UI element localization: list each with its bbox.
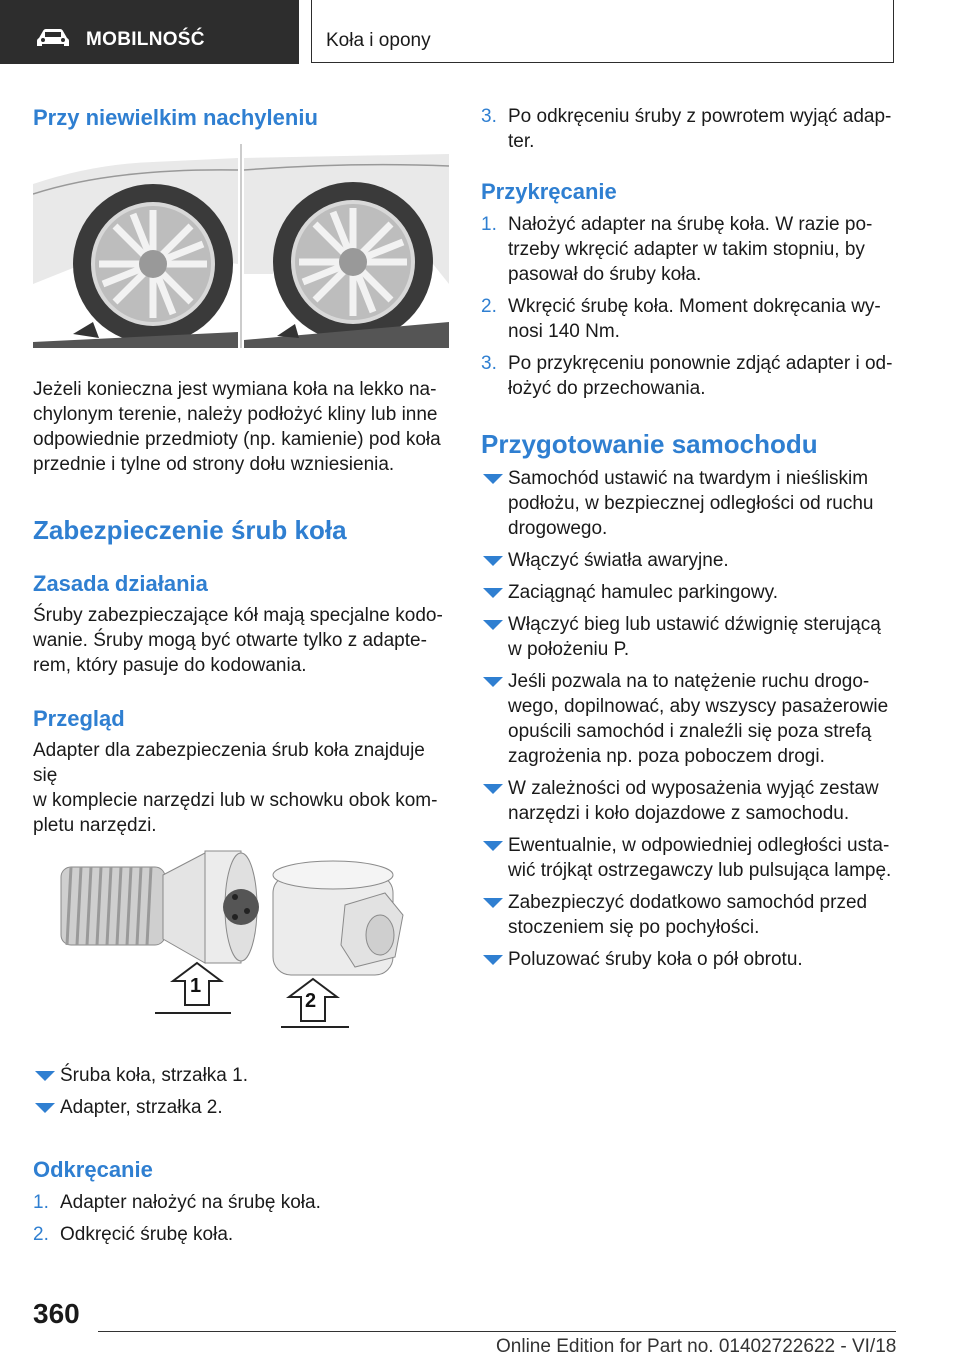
text-line: wanie. Śruby mogą być otwarte tylko z adapte- — [33, 630, 427, 651]
text-line: Jeśli pozwala na to natężenie ruchu drogo- — [508, 671, 870, 692]
list-item — [481, 776, 901, 826]
prep-list — [481, 466, 901, 972]
list-item — [33, 1222, 453, 1247]
text-line: Jeżeli konieczna jest wymiana koła na lekko na- — [33, 379, 437, 400]
screw-steps — [481, 212, 901, 401]
text-line: Śruby zabezpieczające kół mają specjalne kodo- — [33, 605, 443, 626]
list-item — [481, 212, 901, 287]
text-line: Samochód ustawić na twardym i nieśliskim — [508, 468, 869, 489]
heading-vehicle-prep: Przygotowanie samochodu — [481, 429, 818, 459]
list-item-text: Adapter nałożyć na śrubę koła. — [60, 1192, 321, 1213]
triangle-bullet-icon — [483, 955, 503, 965]
triangle-bullet-icon — [483, 784, 503, 794]
heading-principle: Zasada działania — [33, 571, 208, 596]
text-line: Poluzować śruby koła o pół obrotu. — [508, 949, 803, 970]
list-item — [33, 1063, 453, 1088]
text-line: wego, dopilnować, aby wszyscy pasażerowie — [508, 696, 889, 717]
step-number: 2. — [33, 1224, 49, 1245]
text-line: pasował do śruby koła. — [508, 264, 702, 285]
callout-1: 1 — [190, 975, 202, 997]
text-line: rem, który pasuje do kodowania. — [33, 655, 307, 676]
paragraph-principle — [33, 603, 453, 678]
list-item — [481, 947, 901, 972]
text-line: drogowego. — [508, 518, 608, 539]
list-item-text: Odkręcić śrubę koła. — [60, 1224, 234, 1245]
text-line: wić trójkąt ostrzegawczy lub pulsująca lampę. — [508, 860, 892, 881]
car-icon — [36, 28, 70, 48]
step-number: 3. — [481, 353, 497, 374]
list-item — [481, 612, 901, 662]
paragraph-overview — [33, 738, 453, 838]
text-line: Wkręcić śrubę koła. Moment dokręcania wy- — [508, 296, 881, 317]
triangle-bullet-icon — [483, 474, 503, 484]
chapter-header — [311, 0, 894, 63]
text-line: trzeby wkręcić adapter w takim stopniu, by — [508, 239, 865, 260]
list-item — [481, 890, 901, 940]
list-item — [481, 466, 901, 541]
list-item-text: Adapter, strzałka 2. — [60, 1097, 223, 1118]
text-line: stoczeniem się po pochyłości. — [508, 917, 760, 938]
triangle-bullet-icon — [483, 677, 503, 687]
text-line: Po przykręceniu ponownie zdjąć adapter i od- — [508, 353, 893, 374]
heading-unscrew: Odkręcanie — [33, 1157, 153, 1182]
triangle-bullet-icon — [483, 620, 503, 630]
text-line: Włączyć światła awaryjne. — [508, 550, 729, 571]
list-item — [33, 1190, 453, 1215]
text-line: Zabezpieczyć dodatkowo samochód przed — [508, 892, 868, 913]
list-item — [481, 548, 901, 573]
text-line: nosi 140 Nm. — [508, 321, 620, 342]
list-item — [481, 833, 901, 883]
heading-wheel-bolts: Zabezpieczenie śrub koła — [33, 515, 347, 545]
text-line: W zależności od wyposażenia wyjąć zestaw — [508, 778, 879, 799]
text-line: Adapter dla zabezpieczenia śrub koła znajduje się — [33, 740, 425, 786]
triangle-bullet-icon — [483, 841, 503, 851]
text-line: Ewentualnie, w odpowiedniej odległości usta- — [508, 835, 890, 856]
section-tab — [0, 0, 299, 64]
unscrew-steps-continued — [481, 104, 901, 154]
bolt-and-adapter-illustration — [55, 845, 455, 1035]
text-line: zagrożenia np. poza poboczem drogi. — [508, 746, 825, 767]
heading-overview: Przegląd — [33, 706, 125, 731]
list-item — [33, 1095, 453, 1120]
text-line: Włączyć bieg lub ustawić dźwignię sterującą — [508, 614, 881, 635]
text-line: Zaciągnąć hamulec parkingowy. — [508, 582, 779, 603]
footer-edition: Online Edition for Part no. 01402722622 - VI/18 — [496, 1336, 897, 1357]
text-line: w komplecie narzędzi lub w schowku obok kom- — [33, 790, 438, 811]
text-line: opuścili samochód i znaleźli się poza strefą — [508, 721, 872, 742]
heading-slope: Przy niewielkim nachyleniu — [33, 105, 318, 130]
heading-screw: Przykręcanie — [481, 179, 617, 204]
text-line: przednie i tylne od strony dołu wzniesienia. — [33, 454, 395, 475]
list-item — [481, 351, 901, 401]
triangle-bullet-icon — [483, 898, 503, 908]
triangle-bullet-icon — [483, 588, 503, 598]
step-number: 2. — [481, 296, 497, 317]
triangle-bullet-icon — [483, 556, 503, 566]
wheels-on-slope-illustration — [33, 144, 449, 348]
text-line: odpowiednie przedmioty (np. kamienie) pod koła — [33, 429, 441, 450]
unscrew-steps — [33, 1190, 453, 1247]
text-line: podłożu, w bezpiecznej odległości od ruchu — [508, 493, 874, 514]
text-line: chylonym terenie, należy podłożyć kliny lub inne — [33, 404, 438, 425]
step-number: 3. — [481, 106, 497, 127]
list-item-text: Śruba koła, strzałka 1. — [60, 1065, 248, 1086]
list-item — [481, 294, 901, 344]
list-item — [481, 104, 901, 154]
paragraph-slope — [33, 377, 453, 477]
parts-list — [33, 1063, 453, 1120]
text-line: ter. — [508, 131, 535, 152]
text-line: Po odkręceniu śruby z powrotem wyjąć adap- — [508, 106, 892, 127]
section-label: MOBILNOŚĆ — [86, 29, 205, 50]
triangle-bullet-icon — [35, 1103, 55, 1113]
text-line: łożyć do przechowania. — [508, 378, 706, 399]
chapter-title: Koła i opony — [326, 30, 431, 51]
text-line: narzędzi i koło dojazdowe z samochodu. — [508, 803, 850, 824]
triangle-bullet-icon — [35, 1071, 55, 1081]
footer-divider — [98, 1331, 896, 1332]
page-number: 360 — [33, 1298, 80, 1329]
callout-2: 2 — [305, 990, 317, 1012]
text-line: w położeniu P. — [508, 639, 630, 660]
list-item — [481, 669, 901, 769]
step-number: 1. — [33, 1192, 49, 1213]
list-item — [481, 580, 901, 605]
text-line: Nałożyć adapter na śrubę koła. W razie po- — [508, 214, 873, 235]
step-number: 1. — [481, 214, 497, 235]
text-line: pletu narzędzi. — [33, 815, 157, 836]
